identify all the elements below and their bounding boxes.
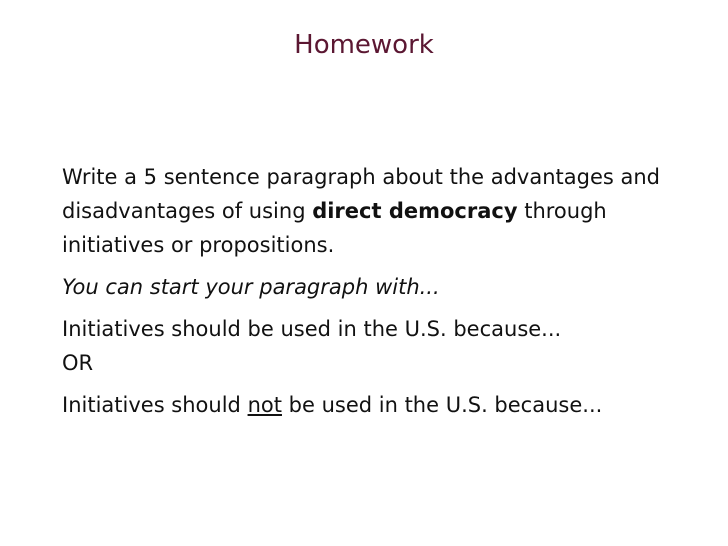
not-emphasis: not bbox=[247, 393, 282, 417]
starter-option-no bbox=[62, 388, 702, 422]
slide-title: Homework bbox=[294, 30, 434, 60]
option-no-end: be used in the U.S. because... bbox=[281, 393, 603, 417]
prompt-text-end: through initiatives or propositions. bbox=[62, 199, 607, 257]
direct-democracy-emphasis: direct democracy bbox=[312, 199, 518, 223]
or-separator: OR bbox=[62, 351, 94, 375]
option-no-start: Initiatives should bbox=[62, 393, 248, 417]
starter-intro: You can start your paragraph with... bbox=[62, 275, 440, 299]
slide-content bbox=[62, 160, 702, 422]
assignment-prompt bbox=[62, 160, 702, 262]
prompt-text-start: Write a 5 sentence paragraph about the advantages and disadvantages of using bbox=[62, 165, 661, 223]
starter-option-yes: Initiatives should be used in the U.S. because... bbox=[62, 317, 562, 341]
